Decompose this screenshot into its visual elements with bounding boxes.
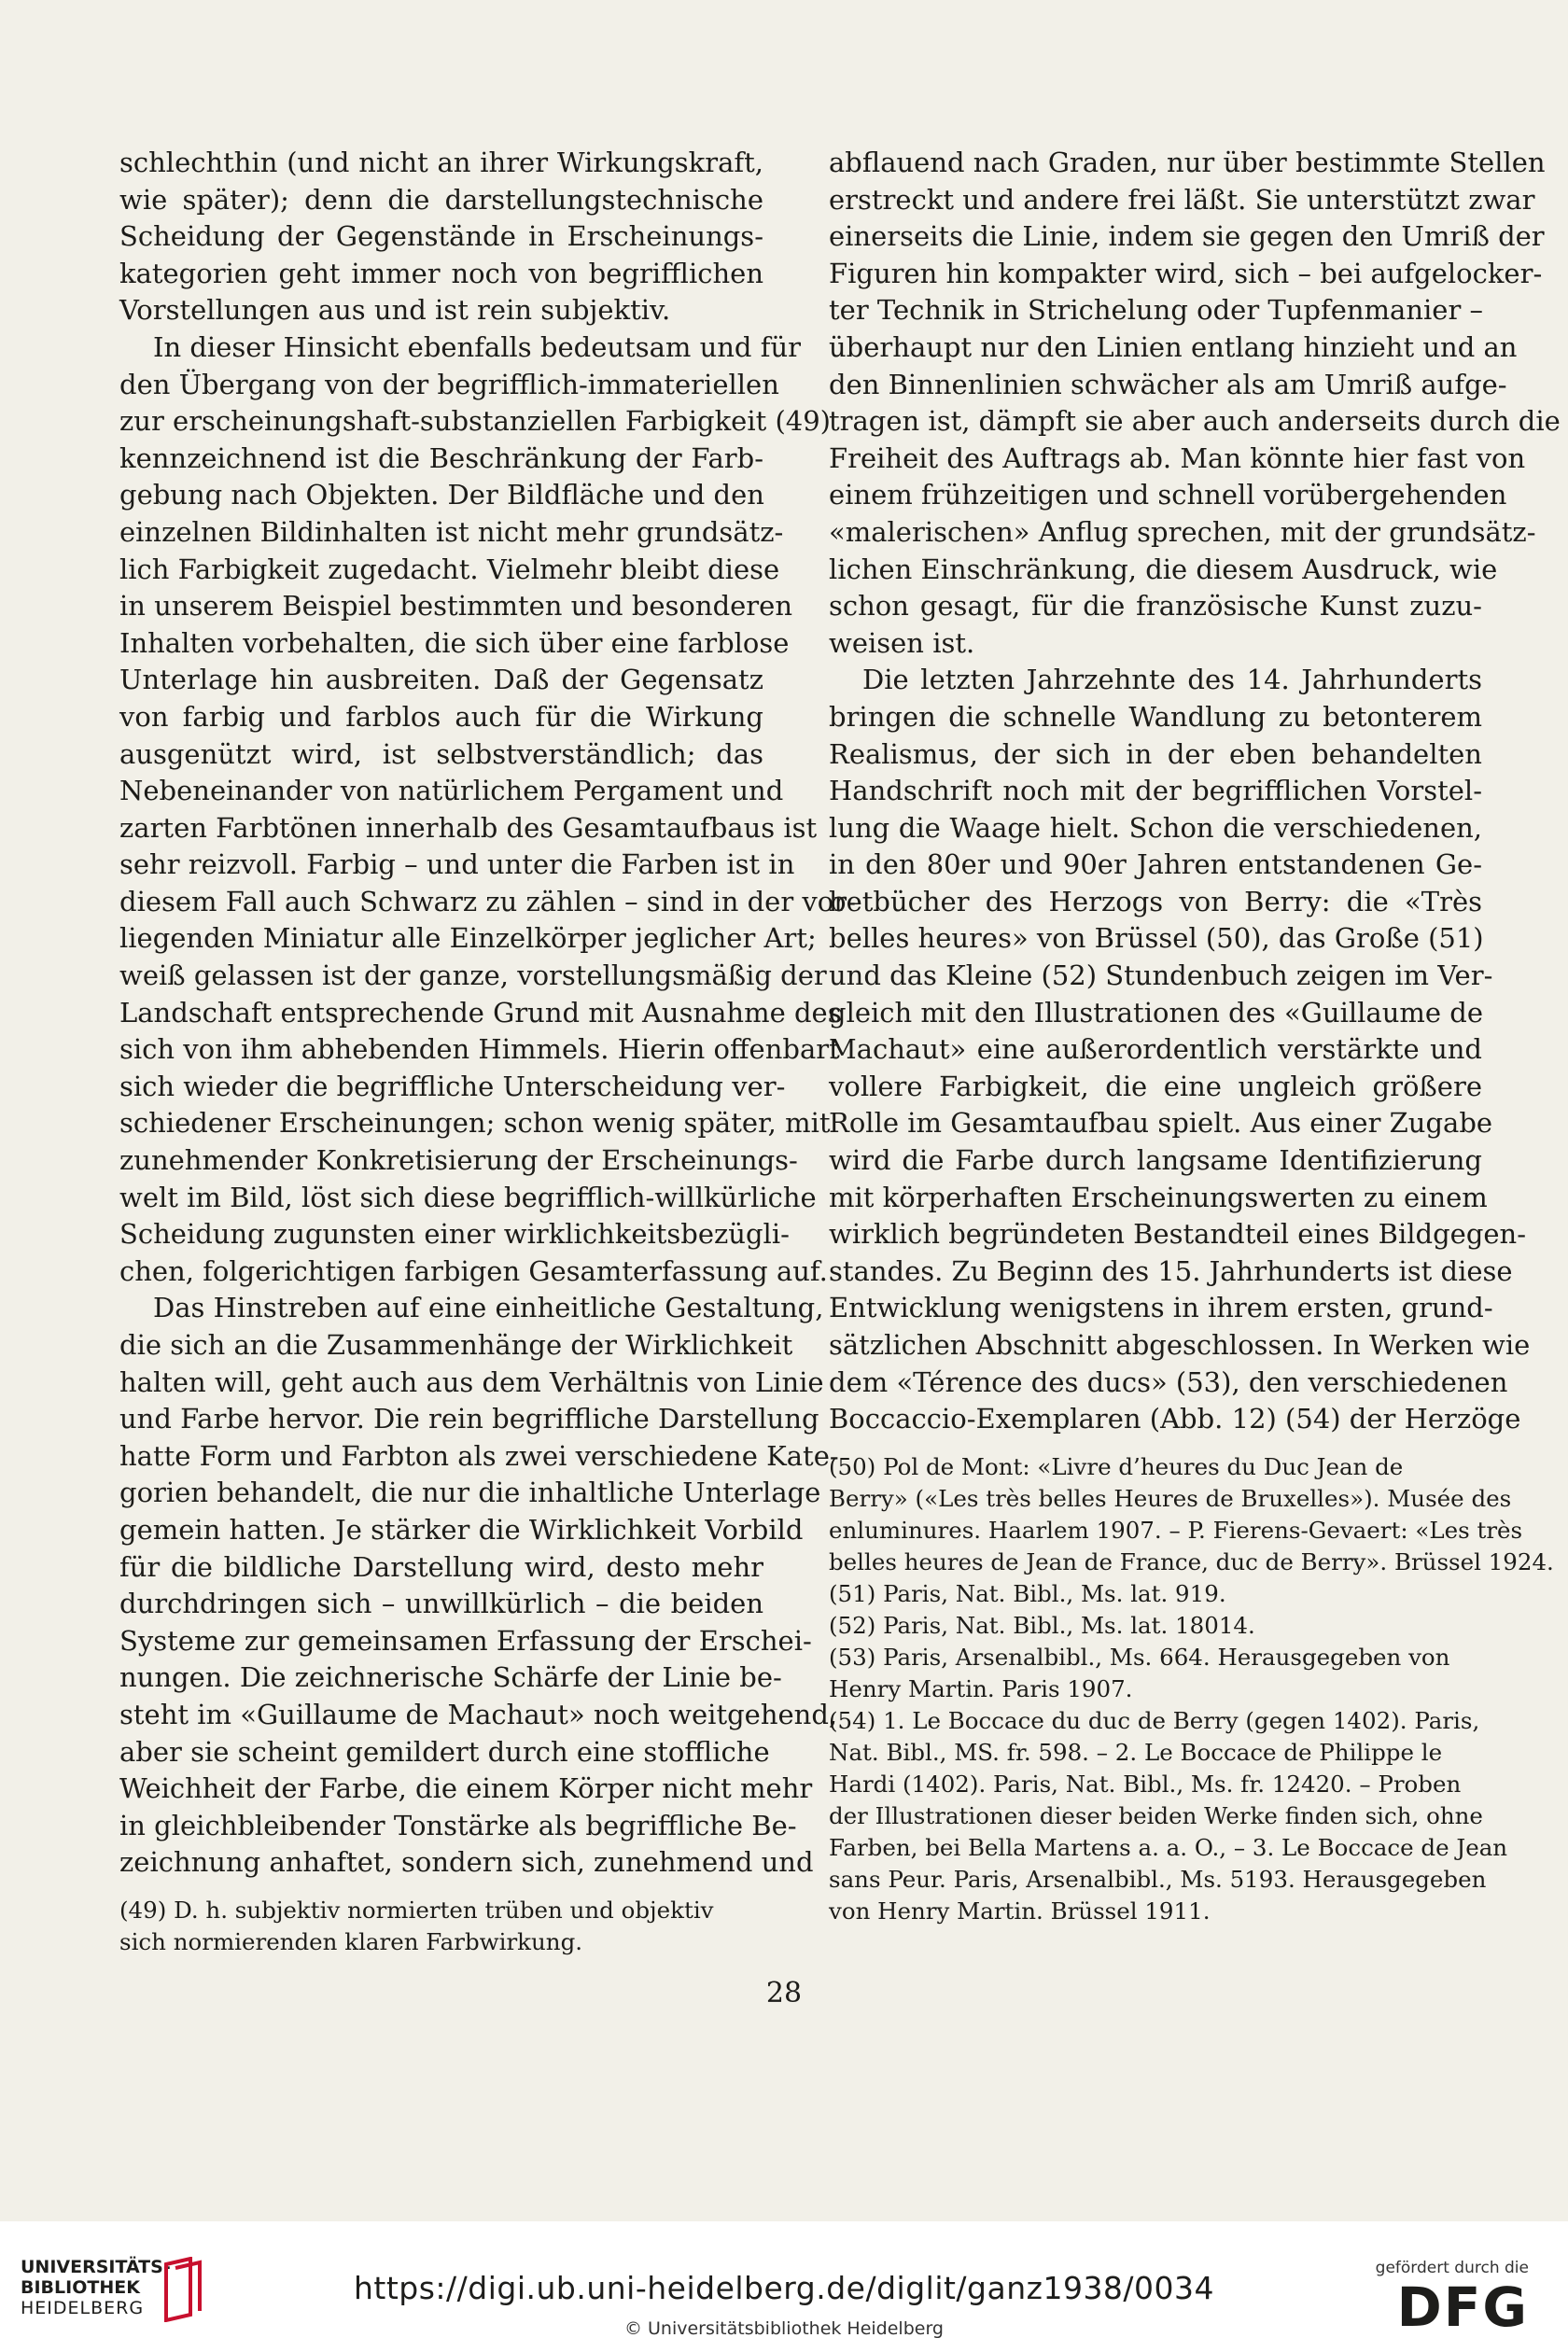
- text-line: für die bildliche Darstellung wird, desto mehr: [119, 1550, 763, 1583]
- dfg-wordmark: DFG: [1396, 2275, 1529, 2339]
- text-line: gorien behandelt, die nur die inhaltliche Unterlage: [119, 1477, 821, 1509]
- text-line: sätzlichen Abschnitt abgeschlossen. In Werken wie: [829, 1329, 1531, 1361]
- footnote-line: Nat. Bibl., MS. fr. 598. – 2. Le Boccace de Philippe le: [829, 1738, 1443, 1766]
- text-line: Weichheit der Farbe, die einem Körper nicht mehr: [119, 1772, 813, 1805]
- text-line: Entwicklung wenigstens in ihrem ersten, grund-: [829, 1292, 1493, 1324]
- footnote-line: Berry» («Les très belles Heures de Bruxelles»). Musée des: [829, 1484, 1512, 1512]
- text-line: vollere Farbigkeit, die eine ungleich größere: [829, 1070, 1482, 1102]
- text-line: Freiheit des Auftrags ab. Man könnte hier fast von: [829, 441, 1526, 474]
- text-line: weisen ist.: [829, 626, 975, 659]
- text-line: Figuren hin kompakter wird, sich – bei aufgelocker-: [829, 257, 1543, 289]
- text-line: Das Hinstreben auf eine einheitliche Gestaltung,: [153, 1292, 824, 1324]
- text-line: steht im «Guillaume de Machaut» noch weitgehend,: [119, 1698, 838, 1730]
- footnote-line: Henry Martin. Paris 1907.: [829, 1674, 1133, 1702]
- text-line: lich Farbigkeit zugedacht. Vielmehr bleibt diese: [119, 553, 780, 585]
- text-line: ausgenützt wird, ist selbstverständlich; das: [119, 737, 763, 770]
- text-line: Scheidung der Gegenstände in Erscheinungs-: [119, 220, 763, 253]
- copyright-notice: © Universitätsbibliothek Heidelberg: [623, 2318, 944, 2339]
- text-line: Scheidung zugunsten einer wirklichkeitsbezügli-: [119, 1218, 790, 1251]
- footnote-line: sans Peur. Paris, Arsenalbibl., Ms. 5193. Herausgegeben: [829, 1865, 1487, 1893]
- text-line: von farbig und farblos auch für die Wirkung: [119, 700, 763, 733]
- logo-line: UNIVERSITÄTS-: [21, 2257, 171, 2277]
- text-line: abflauend nach Graden, nur über bestimmte Stellen: [829, 147, 1546, 178]
- text-line: schlechthin (und nicht an ihrer Wirkungskraft,: [119, 147, 763, 178]
- text-line: Realismus, der sich in der eben behandelten: [829, 737, 1482, 770]
- text-line: die sich an die Zusammenhänge der Wirklichkeit: [119, 1329, 793, 1361]
- text-line: liegenden Miniatur alle Einzelkörper jeglicher Art;: [119, 922, 817, 955]
- footnote-line: Farben, bei Bella Martens a. a. O., – 3. Le Boccace de Jean: [829, 1833, 1508, 1861]
- text-line: schiedener Erscheinungen; schon wenig später, mit: [119, 1107, 831, 1140]
- text-line: Handschrift noch mit der begrifflichen Vorstel-: [829, 775, 1482, 807]
- text-line: zur erscheinungshaft-substanziellen Farbigkeit (49): [119, 405, 832, 438]
- text-line: halten will, geht auch aus dem Verhältnis von Linie: [119, 1365, 824, 1398]
- text-line: hatte Form und Farbton als zwei verschiedene Kate-: [119, 1439, 839, 1472]
- text-line: wirklich begründeten Bestandteil eines Bildgegen-: [829, 1218, 1527, 1251]
- text-line: sich von ihm abhebenden Himmels. Hierin offenbart: [119, 1033, 840, 1066]
- text-line: erstreckt und andere frei läßt. Sie unterstützt zwar: [829, 183, 1535, 216]
- text-line: durchdringen sich – unwillkürlich – die beiden: [119, 1588, 763, 1620]
- left-column: [119, 145, 856, 1958]
- footnote-line: sich normierenden klaren Farbwirkung.: [119, 1927, 583, 1955]
- text-line: in den 80er und 90er Jahren entstandenen Ge-: [829, 848, 1482, 881]
- text-line: kategorien geht immer noch von begrifflichen: [119, 257, 763, 289]
- text-line: in unserem Beispiel bestimmten und besonderen: [119, 590, 792, 623]
- text-line: gleich mit den Illustrationen des «Guillaume de: [829, 996, 1483, 1029]
- text-line: Nebeneinander von natürlichem Pergament und: [119, 775, 784, 807]
- text-line: zunehmender Konkretisierung der Erscheinungs-: [119, 1144, 798, 1177]
- text-line: einzelnen Bildinhalten ist nicht mehr grundsätz-: [119, 515, 784, 548]
- footnote-line: (54) 1. Le Boccace du duc de Berry (gegen 1402). Paris,: [829, 1706, 1480, 1734]
- text-line: Unterlage hin ausbreiten. Daß der Gegensatz: [119, 664, 763, 696]
- text-line: sich wieder die begriffliche Unterscheidung ver-: [119, 1070, 786, 1102]
- text-line: einerseits die Linie, indem sie gegen den Umriß der: [829, 220, 1545, 253]
- text-line: welt im Bild, löst sich diese begrifflich-willkürliche: [119, 1181, 817, 1213]
- footnote-line: Hardi (1402). Paris, Nat. Bibl., Ms. fr. 12420. – Proben: [829, 1770, 1462, 1798]
- footnotes: [119, 1895, 763, 1958]
- text-line: Boccaccio-Exemplaren (Abb. 12) (54) der Herzöge: [829, 1403, 1521, 1435]
- text-line: wie später); denn die darstellungstechnische: [119, 183, 763, 216]
- text-line: zarten Farbtönen innerhalb des Gesamtaufbaus ist: [119, 811, 818, 844]
- text-line: In dieser Hinsicht ebenfalls bedeutsam und für: [153, 330, 801, 363]
- text-line: Die letzten Jahrzehnte des 14. Jahrhunderts: [862, 664, 1482, 696]
- footnote-line: von Henry Martin. Brüssel 1911.: [829, 1897, 1211, 1925]
- text-line: wird die Farbe durch langsame Identifizierung: [829, 1144, 1482, 1177]
- text-line: gebung nach Objekten. Der Bildfläche und den: [119, 479, 764, 511]
- right-column: [829, 145, 1561, 1927]
- text-line: weiß gelassen ist der ganze, vorstellungsmäßig der: [119, 959, 827, 992]
- text-line: in gleichbleibender Tonstärke als begriffliche Be-: [119, 1809, 797, 1841]
- text-line: lung die Waage hielt. Schon die verschiedenen,: [829, 811, 1482, 844]
- footnote-line: (49) D. h. subjektiv normierten trüben und objektiv: [119, 1896, 714, 1924]
- text-line: Rolle im Gesamtaufbau spielt. Aus einer Zugabe: [829, 1107, 1493, 1140]
- logo-line: BIBLIOTHEK: [21, 2277, 140, 2298]
- text-line: Vorstellungen aus und ist rein subjektiv.: [119, 294, 671, 327]
- text-line: sehr reizvoll. Farbig – und unter die Farben ist in: [119, 848, 795, 881]
- dfg-logo: [1342, 2259, 1529, 2339]
- page-number: 28: [765, 1977, 803, 2009]
- footnotes: [829, 1451, 1554, 1927]
- text-line: Machaut» eine außerordentlich verstärkte und: [829, 1033, 1482, 1066]
- permalink-url[interactable]: https://digi.ub.uni-heidelberg.de/diglit/ganz1938/0034: [353, 2270, 1215, 2306]
- logo-line: HEIDELBERG: [21, 2298, 145, 2318]
- text-line: und das Kleine (52) Stundenbuch zeigen im Ver-: [829, 959, 1493, 992]
- footer-bar: [0, 2221, 1568, 2352]
- text-line: lichen Einschränkung, die diesem Ausdruck, wie: [829, 553, 1498, 585]
- footnote-line: (53) Paris, Arsenalbibl., Ms. 664. Herausgegeben von: [829, 1643, 1450, 1671]
- text-line: mit körperhaften Erscheinungswerten zu einem: [829, 1181, 1488, 1213]
- text-line: chen, folgerichtigen farbigen Gesamterfassung auf.: [119, 1254, 828, 1287]
- text-line: Systeme zur gemeinsamen Erfassung der Erschei-: [119, 1624, 812, 1657]
- footnote-line: (52) Paris, Nat. Bibl., Ms. lat. 18014.: [829, 1611, 1255, 1639]
- text-line: standes. Zu Beginn des 15. Jahrhunderts ist diese: [829, 1254, 1513, 1287]
- text-line: Landschaft entsprechende Grund mit Ausnahme des: [119, 996, 842, 1029]
- text-line: aber sie scheint gemildert durch eine stoffliche: [119, 1735, 770, 1768]
- text-line: bringen die schnelle Wandlung zu betonterem: [829, 700, 1482, 733]
- text-line: dem «Térence des ducs» (53), den verschiedenen: [829, 1365, 1508, 1398]
- text-line: schon gesagt, für die französische Kunst zuzu-: [829, 590, 1482, 623]
- sponsor-label: gefördert durch die: [1375, 2259, 1529, 2277]
- text-line: belles heures» von Brüssel (50), das Große (51): [829, 922, 1484, 955]
- footnote-line: der Illustrationen dieser beiden Werke finden sich, ohne: [829, 1801, 1483, 1829]
- text-line: zeichnung anhaftet, sondern sich, zunehmend und: [119, 1846, 814, 1879]
- text-line: einem frühzeitigen und schnell vorübergehenden: [829, 479, 1507, 511]
- text-line: tragen ist, dämpft sie aber auch anderseits durch die: [829, 405, 1561, 438]
- text-line: «malerischen» Anflug sprechen, mit der grundsätz-: [829, 515, 1536, 548]
- footnote-line: belles heures de Jean de France, duc de Berry». Brüssel 1924.: [829, 1547, 1554, 1575]
- footnote-line: (51) Paris, Nat. Bibl., Ms. lat. 919.: [829, 1579, 1226, 1607]
- text-line: den Binnenlinien schwächer als am Umriß aufge-: [829, 368, 1507, 400]
- text-line: kennzeichnend ist die Beschränkung der Farb-: [119, 441, 763, 474]
- text-line: und Farbe hervor. Die rein begriffliche Darstellung: [119, 1403, 819, 1435]
- text-line: überhaupt nur den Linien entlang hinzieht und an: [829, 330, 1518, 363]
- text-line: Inhalten vorbehalten, die sich über eine farblose: [119, 626, 790, 659]
- text-line: gemein hatten. Je stärker die Wirklichkeit Vorbild: [119, 1513, 804, 1546]
- text-line: betbücher des Herzogs von Berry: die «Très: [829, 885, 1482, 917]
- text-line: nungen. Die zeichnerische Schärfe der Linie be-: [119, 1661, 782, 1694]
- footnote-line: enluminures. Haarlem 1907. – P. Fierens-Gevaert: «Les très: [829, 1516, 1523, 1544]
- text-line: den Übergang von der begrifflich-immateriellen: [119, 368, 779, 400]
- text-line: diesem Fall auch Schwarz zu zählen – sind in der vor-: [119, 885, 856, 917]
- footnote-line: (50) Pol de Mont: «Livre d’heures du Duc Jean de: [829, 1452, 1404, 1480]
- text-line: ter Technik in Strichelung oder Tupfenmanier –: [829, 294, 1484, 327]
